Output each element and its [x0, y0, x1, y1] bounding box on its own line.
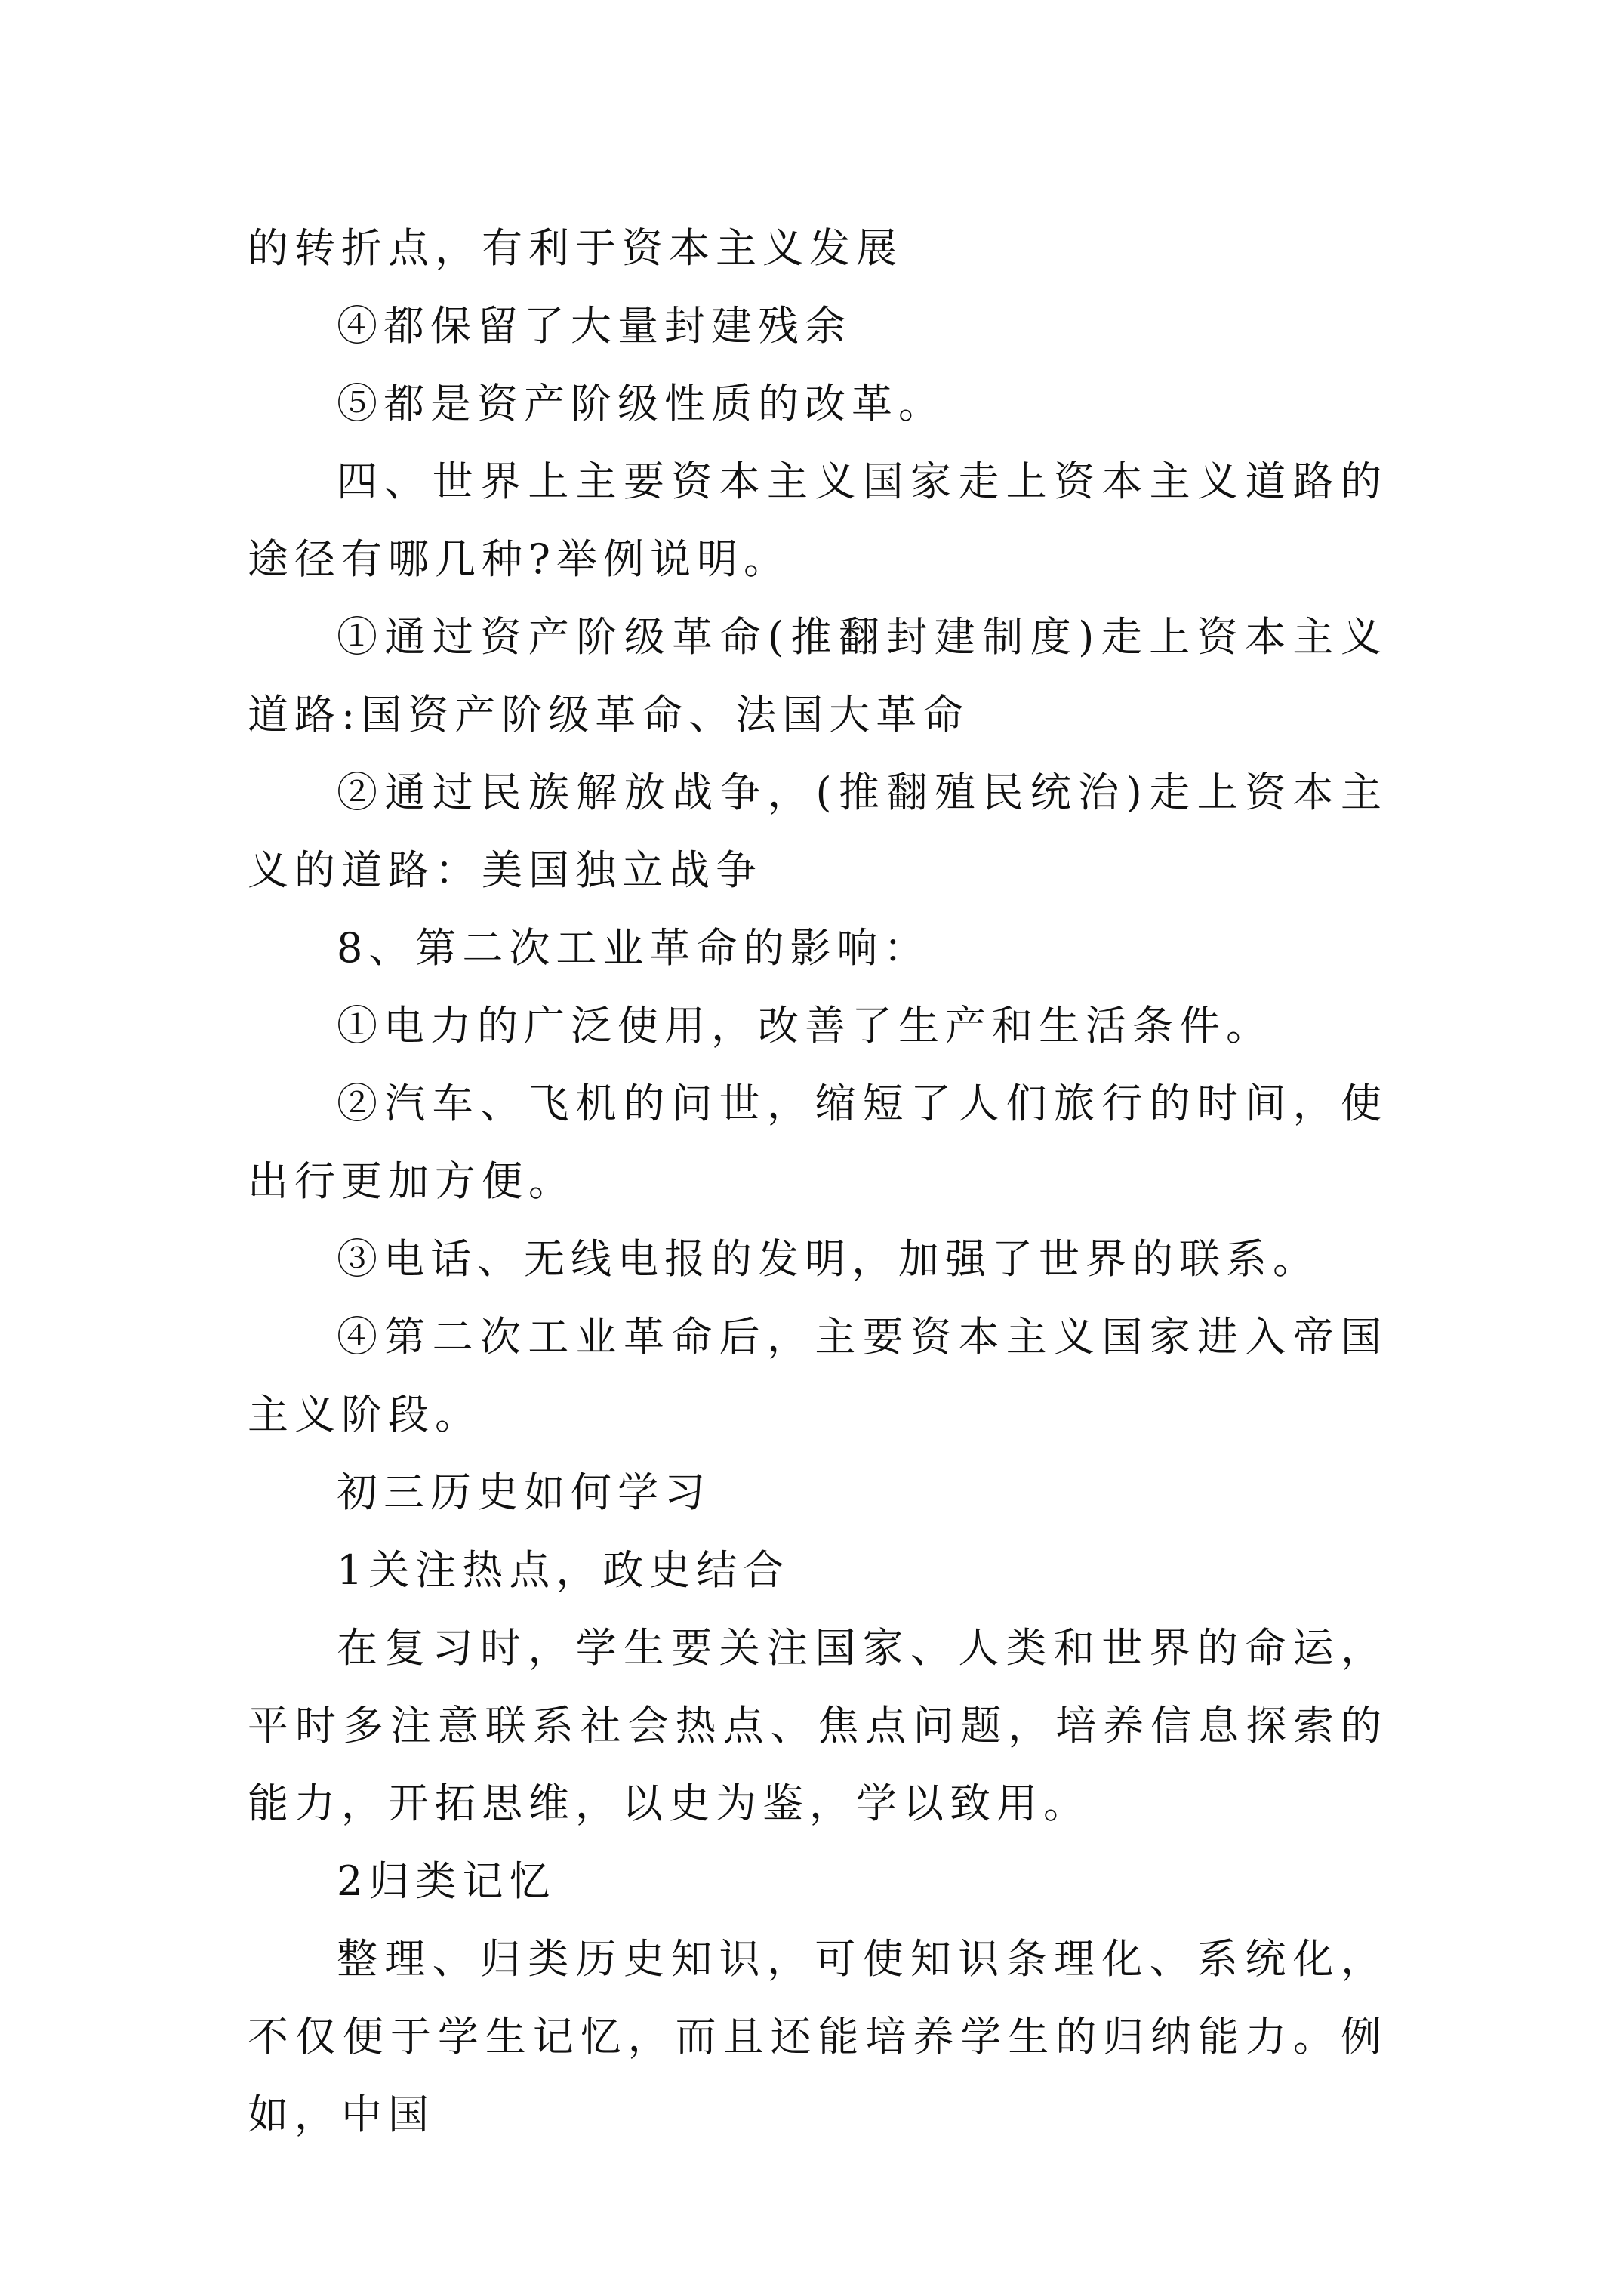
paragraph: ④都保留了大量封建残余 [337, 302, 852, 350]
subsection-heading: 1关注热点，政史结合 [337, 1546, 790, 1594]
paragraph: 的转折点，有利于资本主义发展 [248, 224, 903, 272]
paragraph: ①电力的广泛使用，改善了生产和生活条件。 [337, 1002, 1273, 1049]
paragraph: ②汽车、飞机的问世，缩短了人们旅行的时间，使出行更加方便。 [248, 1080, 1387, 1205]
paragraph: ②通过民族解放战争，(推翻殖民统治)走上资本主义的道路：美国独立战争 [248, 769, 1387, 894]
paragraph: 8、第二次工业革命的影响： [337, 924, 931, 972]
paragraph: 整理、归类历史知识，可使知识条理化、系统化，不仅便于学生记忆，而且还能培养学生的归纳能力。例如，中国 [248, 1935, 1387, 2138]
paragraph: 四、世界上主要资本主义国家走上资本主义道路的途径有哪几种?举例说明。 [248, 458, 1387, 583]
paragraph: 在复习时，学生要关注国家、人类和世界的命运，平时多注意联系社会热点、焦点问题，培养信息探索的能力，开拓思维，以史为鉴，学以致用。 [248, 1624, 1387, 1827]
paragraph: ③电话、无线电报的发明，加强了世界的联系。 [337, 1235, 1320, 1283]
document-body [248, 209, 1387, 2153]
section-heading: 初三历史如何学习 [337, 1469, 711, 1516]
paragraph: ⑤都是资产阶级性质的改革。 [337, 380, 945, 427]
paragraph: ④第二次工业革命后，主要资本主义国家进入帝国主义阶段。 [248, 1313, 1387, 1438]
paragraph: ①通过资产阶级革命(推翻封建制度)走上资本主义道路:国资产阶级革命、法国大革命 [248, 613, 1387, 738]
subsection-heading: 2归类记忆 [337, 1857, 556, 1905]
